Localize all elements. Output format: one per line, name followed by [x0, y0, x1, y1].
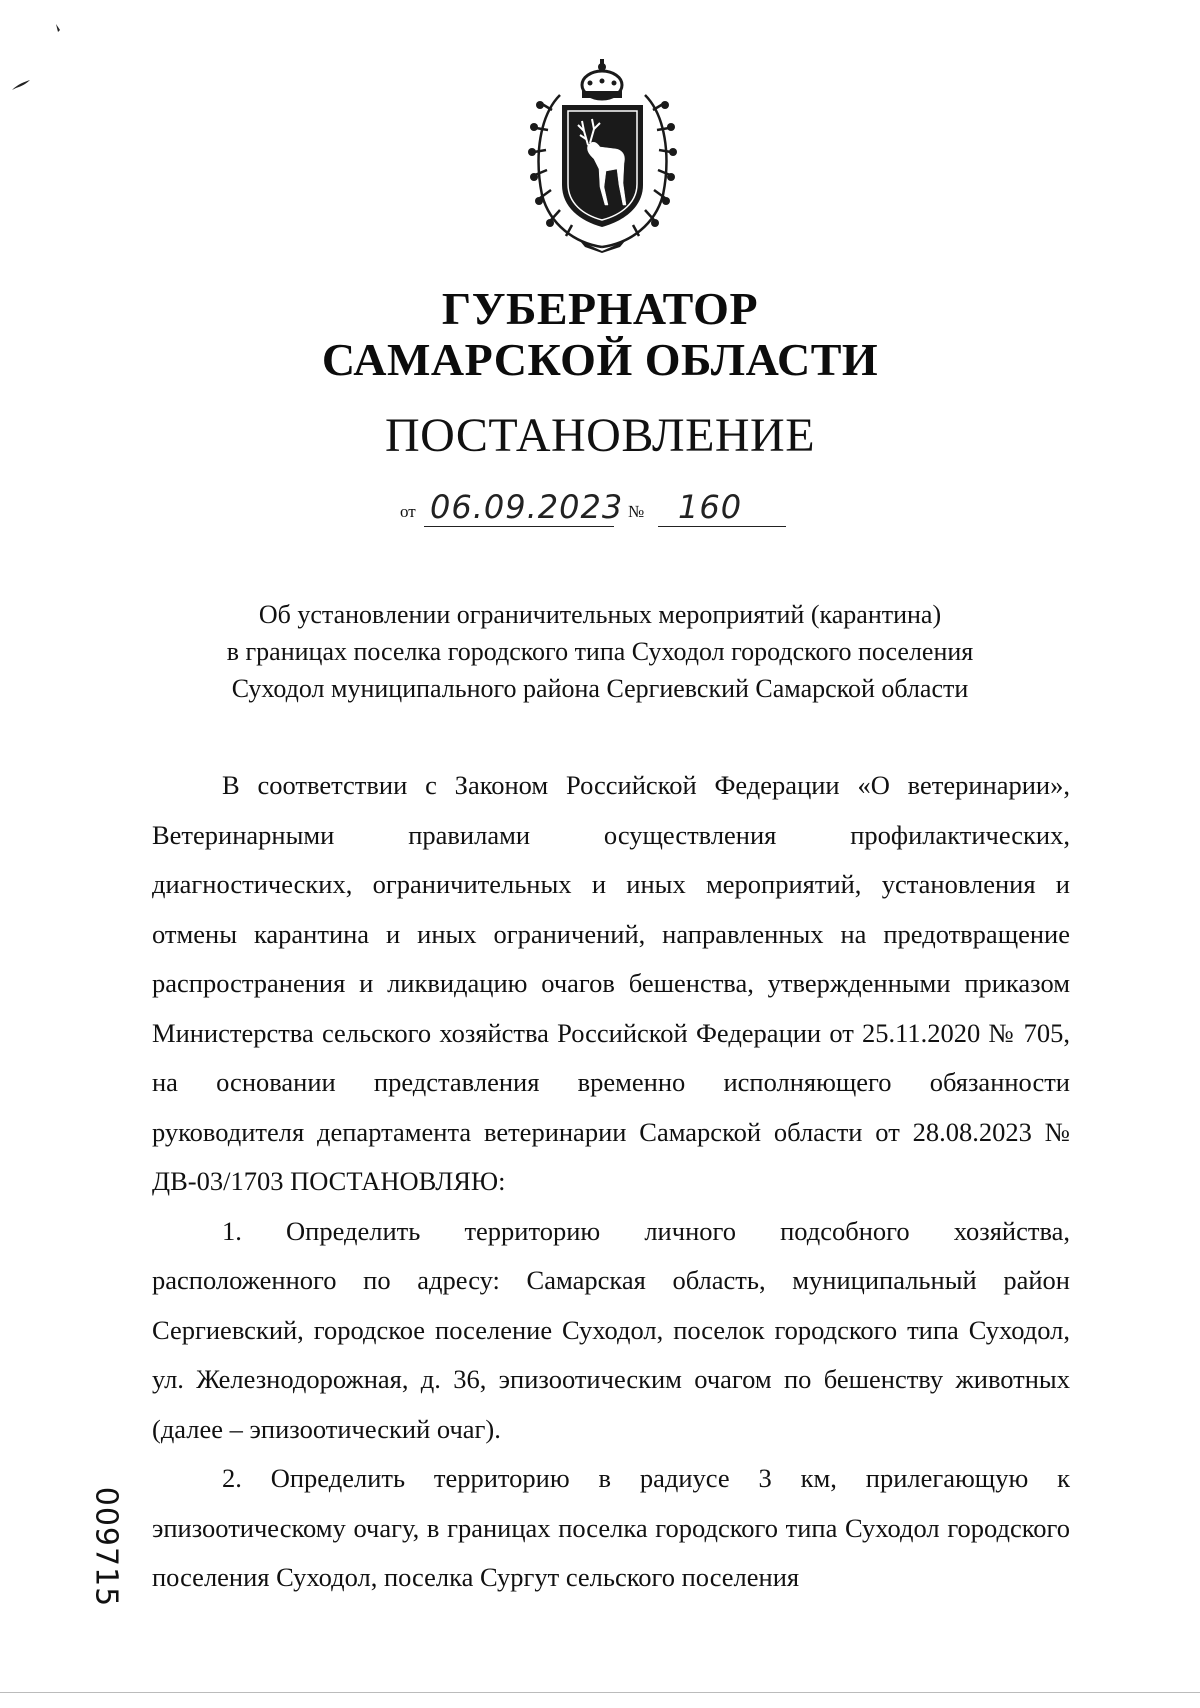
subject-line: в границах поселка городского типа Суходол городского поселения [226, 637, 974, 666]
handwritten-date: 06.09.2023 [430, 488, 624, 526]
date-number-line [400, 488, 820, 532]
subject-line: Об установлении ограничительных мероприятий (карантина) [258, 600, 942, 629]
scan-speck [10, 76, 34, 94]
preamble-paragraph: В соответствии с Законом Российской Федерации «О ветеринарии», Ветеринарными правилами осуществления профилактических, диагностических, ограничительных и иных мероприятий, установления и отмены карантина и иных ограничений, направленных на предотвращение распространения и ликвидацию очагов бешенства, утвержденными приказом Министерства сельского хозяйства Российской Федерации от 25.11.2020 № 705, на основании представления временно исполняющего обязанности руководителя департамента ветеринарии Самарской области от 28.08.2023 № ДВ-03/1703 ПОСТАНОВЛЯЮ: [152, 770, 1070, 1196]
serial-number-text: 009715 [88, 1486, 124, 1608]
date-underline [424, 526, 614, 527]
issuer-title-line2: САМАРСКОЙ ОБЛАСТИ [321, 334, 879, 385]
date-label: от [400, 502, 416, 521]
clause-2-paragraph: 2. Определить территорию в радиусе 3 км, прилегающую к эпизоотическому очагу, в границах поселка городского типа Суходол городского поселения Суходол, поселка Сургут сельского поселения [152, 1463, 1070, 1592]
document-body [152, 761, 1070, 1603]
number-label: № [628, 502, 645, 521]
subject-line: Суходол муниципального района Сергиевский Самарской области [231, 674, 969, 703]
handwritten-number: 160 [678, 488, 743, 526]
margin-serial-number [88, 1462, 124, 1632]
number-underline [658, 526, 786, 527]
clause-1-paragraph: 1. Определить территорию личного подсобного хозяйства, расположенного по адресу: Самарская область, муниципальный район Сергиевский, городское поселение Суходол, поселок городского типа Суходол, ул. Железнодорожная, д. 36, эпизоотическим очагом по бешенству животных (далее – эпизоотический очаг). [152, 1215, 1070, 1444]
document-subject [150, 596, 1050, 707]
issuer-title-line1: ГУБЕРНАТОР [441, 283, 759, 334]
document-type-heading: ПОСТАНОВЛЕНИЕ [384, 409, 816, 462]
scan-bottom-edge [0, 1692, 1200, 1693]
coat-of-arms-emblem [520, 55, 685, 253]
scan-speck [52, 22, 66, 40]
